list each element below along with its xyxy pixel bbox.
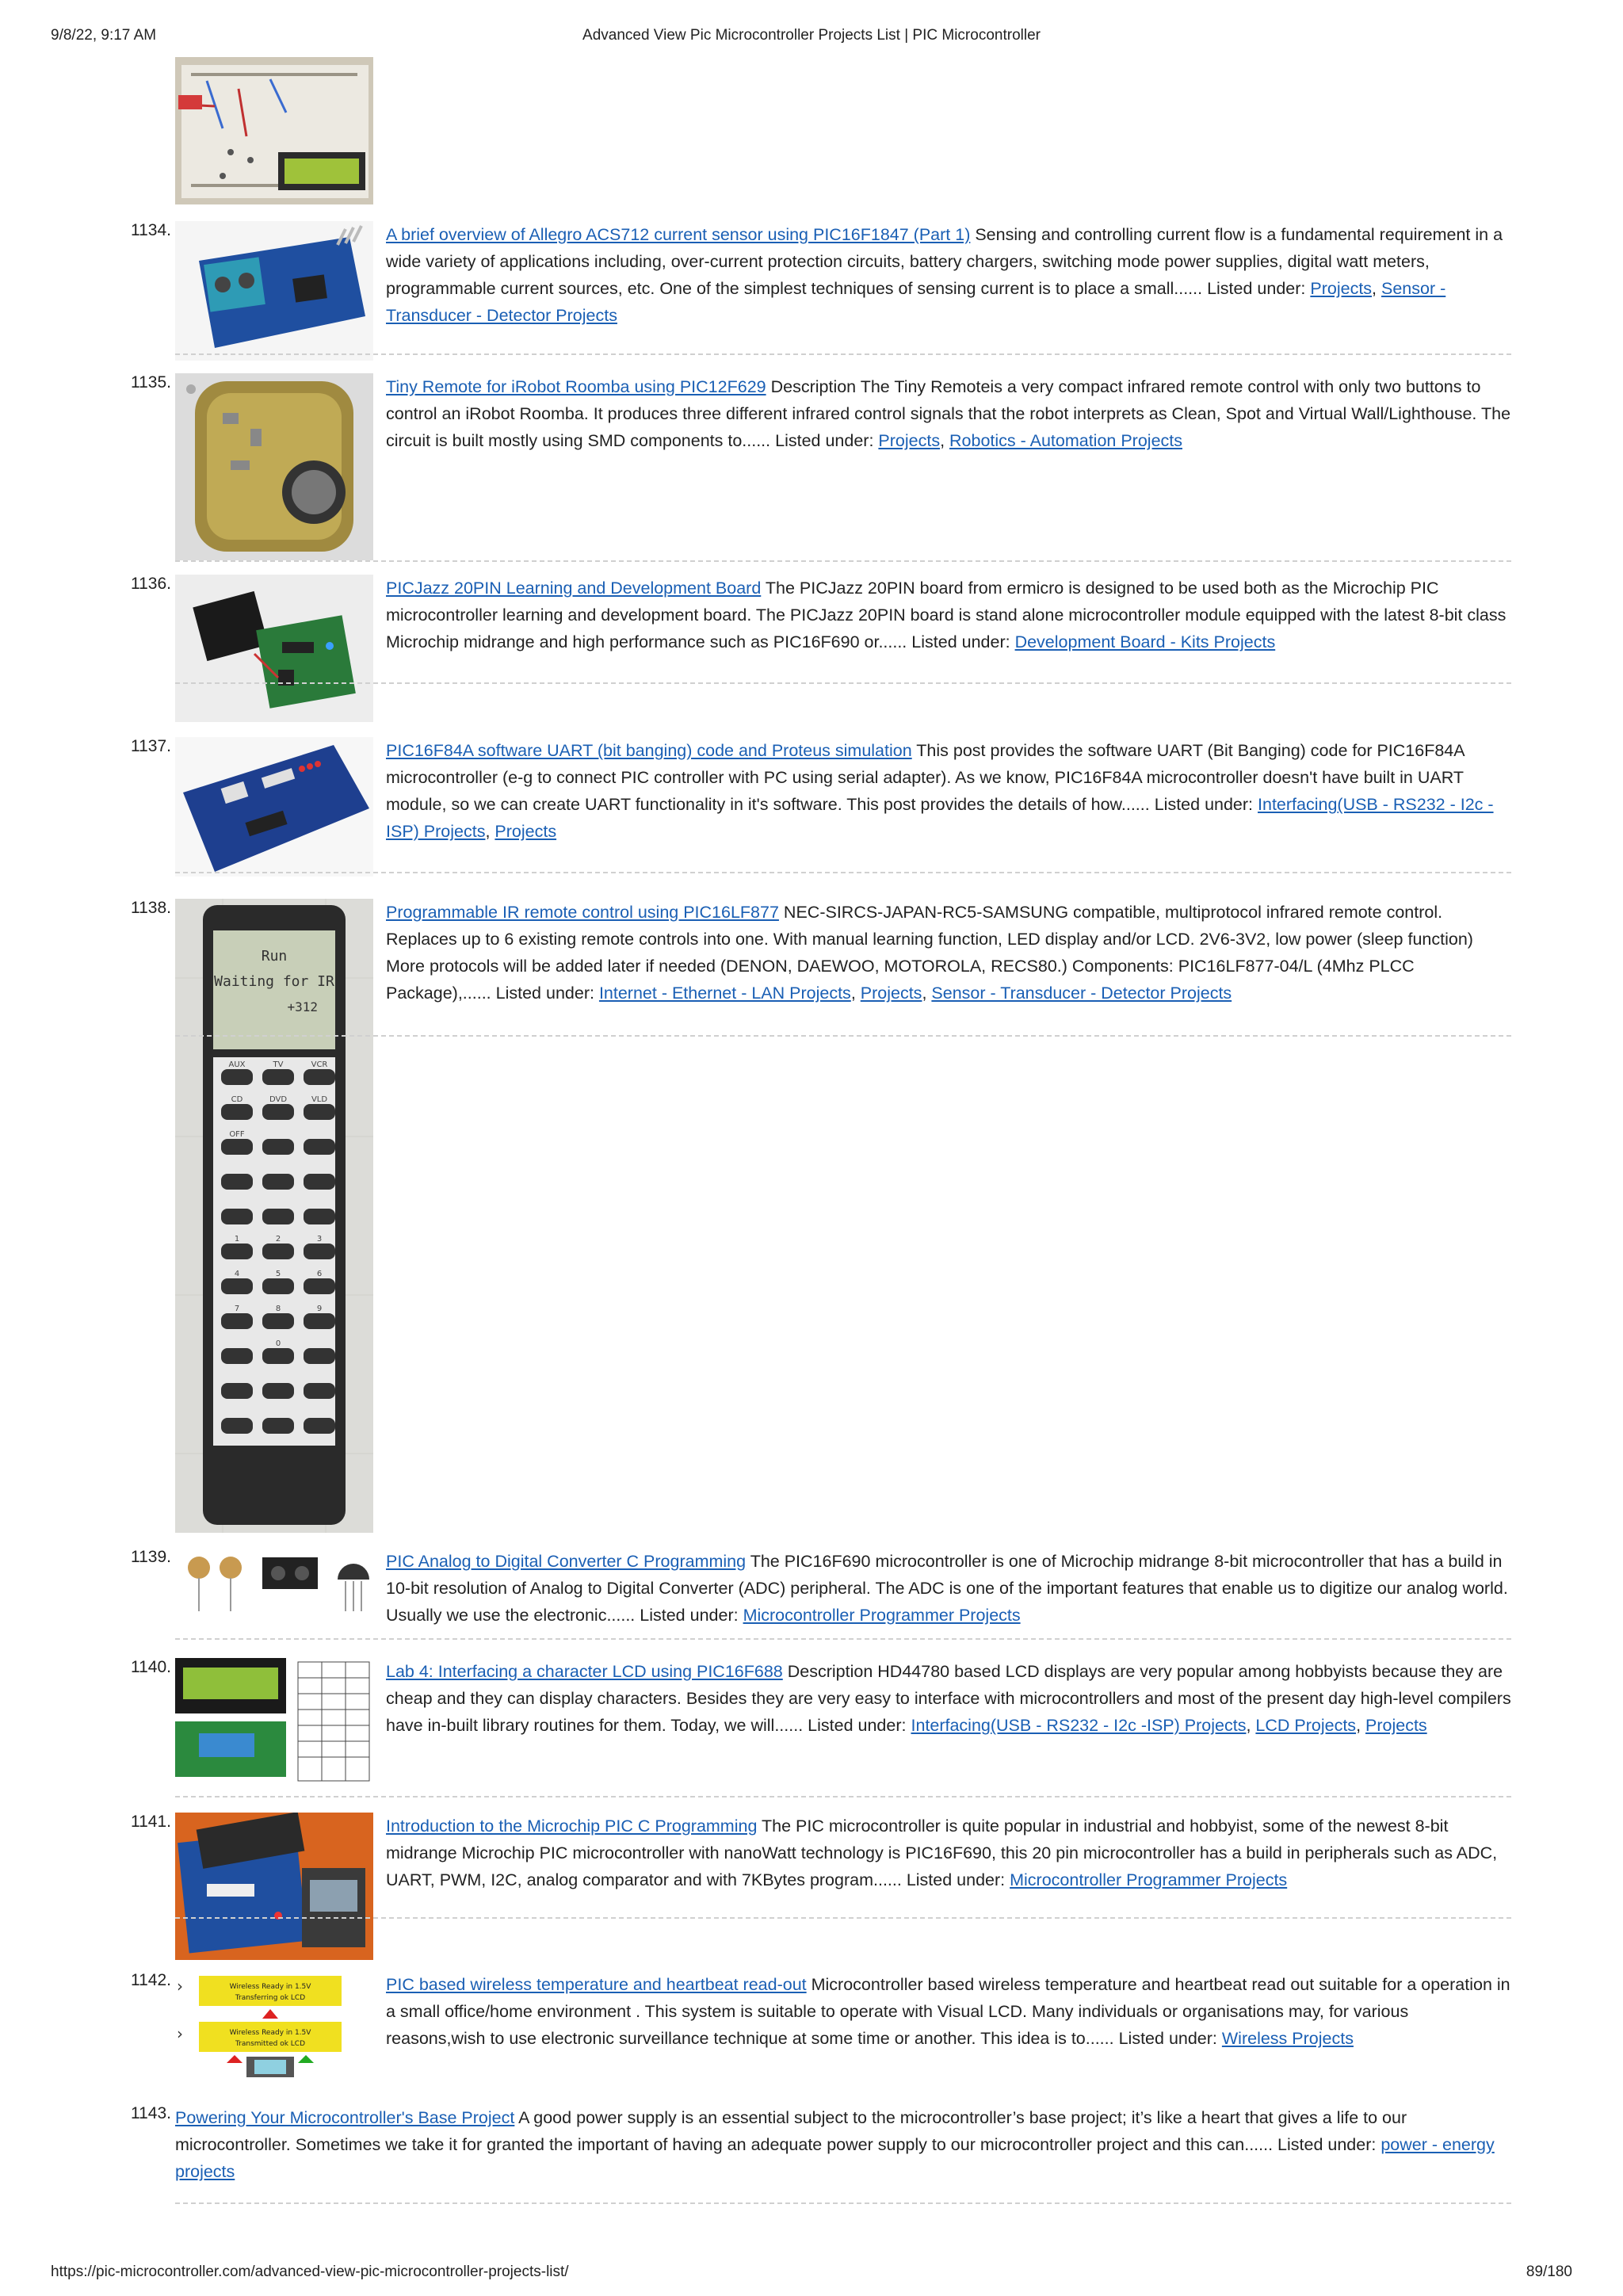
- entry-body: PIC16F84A software UART (bit banging) code and Proteus simulation This post provides the software UART (Bit Banging) code for PIC16F84A microcontroller (e-g to connect PIC controller with PC using serial adapter). As we know, PIC16F84A microcontroller doesn't have built in UART module, so we can create UART functionality in it's software. This post provides the details of how...... Listed under: Interfacing(USB - RS232 - I2c -ISP) Projects, Projects: [386, 741, 1494, 841]
- remote-key: [262, 1244, 294, 1259]
- sign-line-3: Wireless Ready in 1.5V: [229, 2029, 311, 2037]
- print-footer: [0, 2264, 1623, 2286]
- remote-key: [262, 1139, 294, 1155]
- listed-under-label: Listed under:: [495, 984, 594, 1003]
- entry-number: 1134.: [131, 221, 171, 239]
- remote-key: [262, 1278, 294, 1294]
- remote-key: [221, 1348, 253, 1364]
- remote-key: [304, 1348, 335, 1364]
- entry-number: 1142.: [131, 1971, 171, 1989]
- listed-under-label: Listed under:: [906, 1870, 1006, 1889]
- entry-body: Tiny Remote for iRobot Roomba using PIC12F629 Description The Tiny Remoteis a very compact infrared remote control with only two buttons to control an iRobot Roomba. It produces three different infrared control signals that the robot interprets as Clean, Spot and Virtual Wall/Lighthouse. The circuit is built mostly using SMD components to...... Listed under: Projects, Robotics - Automation Projects: [386, 377, 1511, 450]
- entry-description: A good power supply is an essential subject to the microcontroller’s base project; it’s like a heart that gives a life to our microcontroller. Sometimes we take it for granted the important of having an adequate power supply to our microcontroller project and this can......: [175, 2108, 1407, 2154]
- sign-line-2: Transferring ok LCD: [235, 1994, 306, 2002]
- entry-thumbnail[interactable]: [175, 373, 373, 560]
- remote-key: [304, 1383, 335, 1399]
- remote-key: [304, 1139, 335, 1155]
- remote-key: [221, 1244, 253, 1259]
- tiny-remote-image: [175, 373, 373, 560]
- remote-key-label: 8: [275, 1305, 281, 1313]
- category-link[interactable]: Projects: [860, 984, 922, 1003]
- listed-under-label: Listed under:: [775, 431, 874, 450]
- carryover-thumbnail: [175, 57, 373, 204]
- category-link[interactable]: Development Board - Kits Projects: [1014, 632, 1276, 651]
- category-link[interactable]: Projects: [878, 431, 941, 450]
- entry-body: A brief overview of Allegro ACS712 current sensor using PIC16F1847 (Part 1) Sensing and controlling current flow is a fundamental requirement in a wide variety of applications including, over-current protection circuits, battery chargers, switching mode power supplies, digital watt meters, programmable current sources, etc. One of the simplest techniques of sensing current is to place a small...... Listed under: Projects, Sensor - Transducer - Detector Projects: [386, 225, 1503, 325]
- category-link[interactable]: Wireless Projects: [1221, 2029, 1354, 2048]
- entry-thumbnail[interactable]: [175, 1548, 373, 1627]
- remote-key: [221, 1209, 253, 1224]
- remote-key-label: OFF: [229, 1130, 245, 1139]
- entry-thumbnail[interactable]: [175, 575, 373, 722]
- sign-line-4: Transmitted ok LCD: [235, 2040, 306, 2048]
- entry-title-link[interactable]: PIC16F84A software UART (bit banging) code and Proteus simulation: [386, 741, 912, 760]
- remote-key: [221, 1174, 253, 1190]
- entry-separator: [175, 1638, 1511, 1640]
- entry-separator: [175, 872, 1511, 873]
- entry-number: 1137.: [131, 737, 171, 755]
- category-link[interactable]: Projects: [495, 822, 557, 841]
- entry-description: NEC-SIRCS-JAPAN-RC5-SAMSUNG compatible, multiprotocol infrared remote control. Replaces up to 6 existing remote controls into one. With manual learning function, LED display and/or LCD. 2V6-3V2, low power (sleep function) More protocols will be added later if needed (DENON, DAEWOO, MOTOROLA, RECS80.) Components: PIC16LF877-04/L (4Mhz PLCC Package),......: [386, 903, 1473, 1003]
- listed-under-label: Listed under:: [1154, 795, 1254, 814]
- entry-number: 1135.: [131, 373, 171, 392]
- listed-under-label: Listed under:: [640, 1606, 739, 1625]
- lcd-line-3: +312: [287, 999, 318, 1014]
- entry-description: Description The Tiny Remoteis a very compact infrared remote control with only two buttons to control an iRobot Roomba. It produces three different infrared control signals that the robot interprets as Clean, Spot and Virtual Wall/Lighthouse. The circuit is built mostly using SMD components to......: [386, 377, 1511, 450]
- remote-key-label: 3: [316, 1235, 323, 1244]
- entry-thumbnail[interactable]: [175, 1813, 373, 1960]
- entry-separator: [175, 2202, 1511, 2204]
- entry-title-link[interactable]: PICJazz 20PIN Learning and Development Board: [386, 579, 762, 598]
- category-link[interactable]: Microcontroller Programmer Projects: [1010, 1870, 1288, 1889]
- remote-key: [304, 1278, 335, 1294]
- remote-key: [221, 1069, 253, 1085]
- entry-description: The PIC16F690 microcontroller is one of Microchip midrange 8-bit microcontroller that has a build in 10-bit resolution of Analog to Digital Converter (ADC) peripheral. The ADC is one of the important features that enable us to digitize our analog world. Usually we use the electronic......: [386, 1552, 1508, 1625]
- remote-key: [304, 1069, 335, 1085]
- entry-number: 1141.: [131, 1813, 171, 1831]
- acs712-sensor-image: [175, 221, 373, 361]
- entry-title-link[interactable]: PIC based wireless temperature and heartbeat read-out: [386, 1975, 807, 1994]
- svg-text:›: ›: [177, 2024, 183, 2043]
- entry-title-link[interactable]: Powering Your Microcontroller's Base Project: [175, 2108, 515, 2127]
- remote-key: [262, 1383, 294, 1399]
- remote-key: [221, 1383, 253, 1399]
- pic-programming-image: [175, 1813, 373, 1960]
- entry-separator: [175, 353, 1511, 355]
- category-link[interactable]: Interfacing(USB - RS232 - I2c -ISP) Projects: [386, 795, 1494, 841]
- entry-title-link[interactable]: PIC Analog to Digital Converter C Programming: [386, 1552, 747, 1571]
- lcd-interface-image: [175, 1658, 373, 1785]
- remote-key-label: CD: [231, 1095, 243, 1104]
- remote-key-label: 5: [275, 1270, 281, 1278]
- entry-thumbnail[interactable]: [175, 1971, 373, 2079]
- entry-thumbnail[interactable]: [175, 1658, 373, 1785]
- remote-key-label: DVD: [269, 1095, 288, 1104]
- category-link[interactable]: Projects: [1365, 1716, 1427, 1735]
- sign-line-1: Wireless Ready in 1.5V: [229, 1983, 311, 1991]
- category-link[interactable]: Sensor - Transducer - Detector Projects: [386, 279, 1446, 325]
- svg-text:›: ›: [177, 1977, 183, 1996]
- lcd-line-1: Run: [261, 948, 288, 965]
- entry-number: 1138.: [131, 899, 171, 917]
- entry-description: This post provides the software UART (Bit Banging) code for PIC16F84A microcontroller (e-g to connect PIC controller with PC using serial adapter). As we know, PIC16F84A microcontroller doesn't have built in UART module, so we can create UART functionality in it's software. This post provides the details of how......: [386, 741, 1465, 814]
- entry-separator: [175, 1035, 1511, 1037]
- remote-key: [221, 1313, 253, 1329]
- remote-key: [221, 1278, 253, 1294]
- remote-key-label: VLD: [311, 1095, 328, 1104]
- remote-key-label: 2: [275, 1235, 281, 1244]
- remote-key: [221, 1418, 253, 1434]
- remote-key: [262, 1174, 294, 1190]
- entry-number: 1136.: [131, 575, 171, 593]
- category-link[interactable]: Internet - Ethernet - LAN Projects: [598, 984, 851, 1003]
- entry-title-link[interactable]: A brief overview of Allegro ACS712 current sensor using PIC16F1847 (Part 1): [386, 225, 971, 244]
- remote-key-label: 9: [316, 1305, 323, 1313]
- analog-sensors-image: [175, 1548, 373, 1627]
- remote-key: [262, 1069, 294, 1085]
- entry-separator: [175, 682, 1511, 684]
- entry-body: [386, 1971, 1511, 2052]
- remote-key-label: 0: [275, 1339, 281, 1348]
- remote-key: [262, 1348, 294, 1364]
- entry-title-link[interactable]: Lab 4: Interfacing a character LCD using PIC16F688: [386, 1662, 783, 1681]
- lcd-line-2: Waiting for IR: [214, 973, 334, 990]
- remote-key: [262, 1418, 294, 1434]
- entry-description: Microcontroller based wireless temperature and heartbeat read out suitable for a operation in a small office/home environment . This system is suitable to operate with Visual LCD. Many individuals or organisations may, for various reasons,wish to use electronic surveillance technique at some time or another. This idea is to......: [386, 1975, 1510, 2048]
- entry-body: Programmable IR remote control using PIC16LF877 NEC-SIRCS-JAPAN-RC5-SAMSUNG compatible, multiprotocol infrared remote control. Replaces up to 6 existing remote controls into one. With manual learning function, LED display and/or LCD. 2V6-3V2, low power (sleep function) More protocols will be added later if needed (DENON, DAEWOO, MOTOROLA, RECS80.) Components: PIC16LF877-04/L (4Mhz PLCC Package),...... Listed under: Internet - Ethernet - LAN Projects, Projects, Sensor - Transducer - Detector Projects: [386, 903, 1473, 1003]
- entry-description: The PIC microcontroller is quite popular in industrial and hobbyist, some of the newest 8-bit midrange Microchip PIC microcontroller with nanoWatt technology is PIC16F690, this 20 pin microcontroller has a build in peripherals such as ADC, UART, PWM, I2C, analog comparator and with 7KBytes program......: [386, 1817, 1498, 1889]
- remote-key: [304, 1313, 335, 1329]
- category-link[interactable]: power - energy projects: [175, 2135, 1495, 2181]
- print-datetime: 9/8/22, 9:17 AM: [51, 27, 157, 44]
- remote-key: [262, 1209, 294, 1224]
- print-url: https://pic-microcontroller.com/advanced-view-pic-microcontroller-projects-list/: [51, 2264, 569, 2280]
- entry-body: [386, 575, 1511, 655]
- category-link[interactable]: LCD Projects: [1255, 1716, 1357, 1735]
- remote-key-label: 7: [234, 1305, 240, 1313]
- entry-body: [175, 2104, 1511, 2185]
- remote-key-label: AUX: [228, 1060, 246, 1069]
- remote-key: [304, 1418, 335, 1434]
- ir-remote-image: [175, 899, 373, 1533]
- remote-key-label: 4: [234, 1270, 240, 1278]
- entry-thumbnail[interactable]: [175, 221, 373, 361]
- entry-number: 1143.: [131, 2104, 171, 2122]
- entry-separator: [175, 560, 1511, 562]
- listed-under-label: Listed under:: [1207, 279, 1306, 298]
- entry-title-link[interactable]: Programmable IR remote control using PIC16LF877: [386, 903, 779, 922]
- category-link[interactable]: Microcontroller Programmer Projects: [743, 1606, 1021, 1625]
- entry-number: 1139.: [131, 1548, 171, 1566]
- listed-under-label: Listed under:: [1118, 2029, 1217, 2048]
- entry-body: Lab 4: Interfacing a character LCD using PIC16F688 Description HD44780 based LCD displays are very popular among hobbyists because they are cheap and they can display characters. Besides they are very easy to interface with microcontrollers and most of the present day high-level compilers have in-built library routines for them. Today, we will...... Listed under: Interfacing(USB - RS232 - I2c -ISP) Projects, LCD Projects, Projects: [386, 1662, 1511, 1735]
- category-link[interactable]: Robotics - Automation Projects: [949, 431, 1182, 450]
- category-link[interactable]: Sensor - Transducer - Detector Projects: [931, 984, 1232, 1003]
- category-link[interactable]: Interfacing(USB - RS232 - I2c -ISP) Projects: [911, 1716, 1247, 1735]
- entry-separator: [175, 1796, 1511, 1797]
- category-link[interactable]: Projects: [1310, 279, 1373, 298]
- remote-key-label: 6: [316, 1270, 323, 1278]
- print-title: Advanced View Pic Microcontroller Projects List | PIC Microcontroller: [582, 27, 1041, 44]
- listed-under-label: Listed under:: [1277, 2135, 1377, 2154]
- dev-board-image: [175, 737, 373, 877]
- remote-key: [221, 1104, 253, 1120]
- entry-number: 1140.: [131, 1658, 171, 1676]
- entry-description: The PICJazz 20PIN board from ermicro is designed to be used both as the Microchip PIC microcontroller learning and development board. The PICJazz 20PIN board is stand alone microcontroller module equipped with the latest 8-bit class Microchip midrange and high performance such as PIC16F690 or......: [386, 579, 1507, 651]
- remote-key-label: TV: [273, 1060, 284, 1069]
- wireless-temp-image: [175, 1971, 373, 2079]
- picjazz-board-image: [175, 575, 373, 722]
- breadboard-image: [175, 57, 373, 204]
- remote-key: [262, 1313, 294, 1329]
- entry-title-link[interactable]: Tiny Remote for iRobot Roomba using PIC12F629: [386, 377, 766, 396]
- remote-key: [221, 1139, 253, 1155]
- entry-title-link[interactable]: Introduction to the Microchip PIC C Programming: [386, 1817, 758, 1836]
- print-header: [0, 27, 1623, 49]
- print-page-number: 89/180: [1526, 2264, 1572, 2280]
- remote-key: [304, 1209, 335, 1224]
- entry-body: [386, 1548, 1511, 1629]
- entry-separator: [175, 1917, 1511, 1919]
- remote-key-label: 1: [234, 1235, 240, 1244]
- remote-key-label: VCR: [311, 1060, 328, 1069]
- remote-key: [304, 1244, 335, 1259]
- remote-key: [262, 1104, 294, 1120]
- entry-body: [386, 1813, 1511, 1893]
- remote-key: [304, 1104, 335, 1120]
- listed-under-label: Listed under:: [808, 1716, 907, 1735]
- entry-description: Description HD44780 based LCD displays are very popular among hobbyists because they are cheap and they can display characters. Besides they are very easy to interface with microcontrollers and most of the present day high-level compilers have in-built library routines for them. Today, we will......: [386, 1662, 1511, 1735]
- entry-thumbnail[interactable]: [175, 899, 373, 1533]
- entry-description: Sensing and controlling current flow is a fundamental requirement in a wide variety of applications including, over-current protection circuits, battery chargers, switching mode power supplies, digital watt meters, programmable current sources, etc. One of the simplest techniques of sensing current is to place a small......: [386, 225, 1503, 298]
- remote-key: [304, 1174, 335, 1190]
- entry-thumbnail[interactable]: [175, 737, 373, 877]
- listed-under-label: Listed under:: [911, 632, 1010, 651]
